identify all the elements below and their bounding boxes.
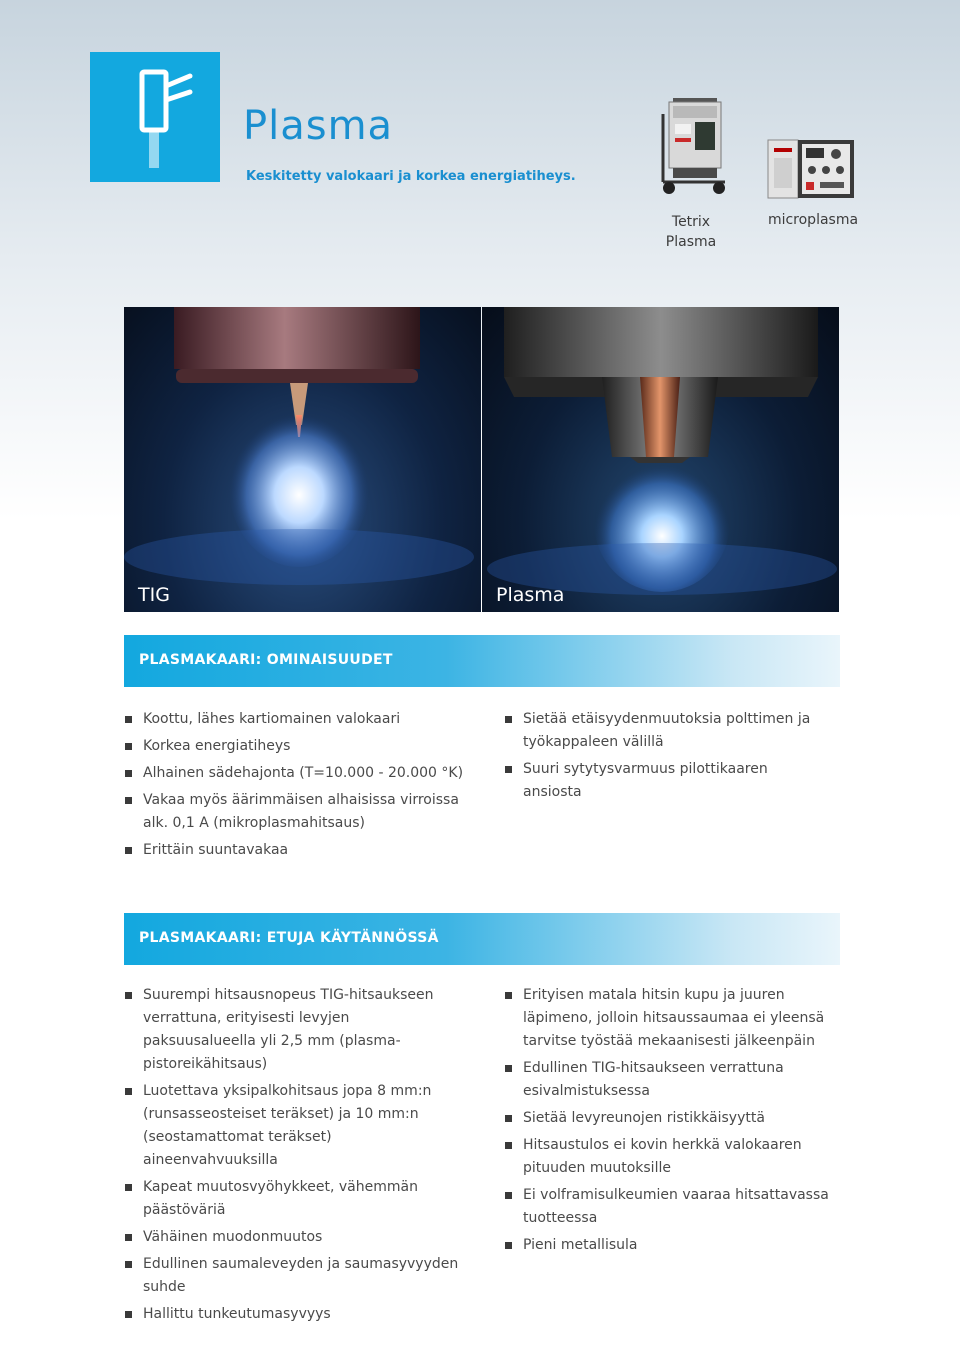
microplasma-unit-image xyxy=(766,136,858,206)
page-title: Plasma xyxy=(243,103,394,149)
list-item: Suuri sytytysvarmuus pilottikaaren ansiosta xyxy=(504,758,814,804)
page-subtitle: Keskitetty valokaari ja korkea energiatiheys. xyxy=(246,169,576,184)
list-item: Hitsaustulos ei kovin herkkä valokaaren pituuden muutoksille xyxy=(504,1134,839,1180)
tig-arc-photo xyxy=(124,307,481,612)
list-item: Edullinen TIG-hitsaukseen verrattuna esivalmistuksessa xyxy=(504,1057,839,1103)
properties-list-left xyxy=(124,708,464,866)
tetrix-plasma-label: Tetrix Plasma xyxy=(665,214,717,250)
list-item: Pieni metallisula xyxy=(504,1234,839,1257)
list-item: Kapeat muutosvyöhykkeet, vähemmän päästöväriä xyxy=(124,1176,459,1222)
tetrix-plasma-machine-image xyxy=(659,96,731,196)
plasma-arc-photo xyxy=(482,307,839,612)
properties-list-right xyxy=(504,708,814,808)
list-item: Koottu, lähes kartiomainen valokaari xyxy=(124,708,464,731)
section-heading-text: PLASMAKAARI: OMINAISUUDET xyxy=(139,652,393,668)
list-item: Vakaa myös äärimmäisen alhaisissa virroissa alk. 0,1 A (mikroplasmahitsaus) xyxy=(124,789,464,835)
list-item: Suurempi hitsausnopeus TIG-hitsaukseen verrattuna, erityisesti levyjen paksuusalueella yli 2,5 mm (plasma-pistoreikähitsaus) xyxy=(124,984,459,1076)
logo-tile xyxy=(90,52,220,182)
benefits-list-left xyxy=(124,984,459,1330)
section-heading-text: PLASMAKAARI: ETUJA KÄYTÄNNÖSSÄ xyxy=(139,930,439,946)
tig-photo-label: TIG xyxy=(138,584,170,606)
list-item: Sietää levyreunojen ristikkäisyyttä xyxy=(504,1107,839,1130)
list-item: Hallittu tunkeutumasyvyys xyxy=(124,1303,459,1326)
list-item: Erittäin suuntavakaa xyxy=(124,839,464,862)
benefits-list-right xyxy=(504,984,839,1261)
list-item: Korkea energiatiheys xyxy=(124,735,464,758)
section-heading-benefits xyxy=(124,913,840,965)
list-item: Alhainen sädehajonta (T=10.000 - 20.000 °K) xyxy=(124,762,464,785)
list-item: Ei volframisulkeumien vaaraa hitsattavassa tuotteessa xyxy=(504,1184,839,1230)
list-item: Sietää etäisyydenmuutoksia polttimen ja työkappaleen välillä xyxy=(504,708,814,754)
list-item: Edullinen saumaleveyden ja saumasyvyyden suhde xyxy=(124,1253,459,1299)
plasma-photo-label: Plasma xyxy=(496,584,565,606)
list-item: Erityisen matala hitsin kupu ja juuren läpimeno, jolloin hitsaussaumaa ei yleensä tarvitse työstää mekaanisesti jälkeenpäin xyxy=(504,984,839,1053)
microplasma-label: microplasma xyxy=(767,212,859,228)
plasma-torch-icon xyxy=(90,52,220,182)
list-item: Vähäinen muodonmuutos xyxy=(124,1226,459,1249)
section-heading-properties xyxy=(124,635,840,687)
list-item: Luotettava yksipalkohitsaus jopa 8 mm:n (runsasseosteiset teräkset) ja 10 mm:n (seostamattomat teräkset) aineenvahvuuksilla xyxy=(124,1080,459,1172)
